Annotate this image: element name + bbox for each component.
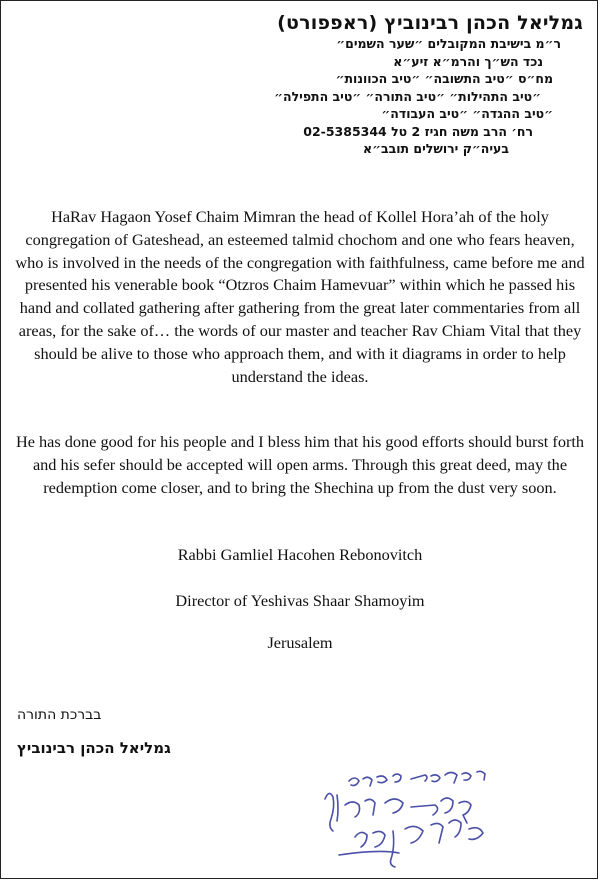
letterhead-title: גמליאל הכהן רבינוביץ (ראפפורט) — [277, 12, 583, 34]
signatory-title: Director of Yeshivas Shaar Shamoyim — [175, 591, 425, 610]
closing-blessing: בברכת התורה — [17, 707, 102, 723]
letterhead-line: ״טיב ההגדה״ ״טיב העבודה״ — [381, 106, 553, 121]
closing-name: גמליאל הכהן רבינוביץ — [17, 739, 171, 757]
letterhead-line: ר״מ בישיבת המקובלים ״שער השמים״ — [336, 36, 561, 51]
letterhead-line: רח׳ הרב משה חגיז 2 טל 02-5385344 — [303, 123, 533, 139]
signatory-city: Jerusalem — [267, 633, 333, 652]
signatory-name: Rabbi Gamliel Hacohen Rebonovitch — [177, 545, 423, 564]
letterhead — [231, 11, 583, 158]
letterhead-line: מח״ס ״טיב התשובה״ ״טיב הכוונות״ — [335, 71, 553, 86]
handwritten-signature — [319, 767, 581, 873]
letterhead-line: נכד הש״ך והרמ״א זיע״א — [393, 53, 543, 69]
letter-paragraph-2: He has done good for his people and I bless him that his good efforts should burst forth and his sefer should be accepted will open arms. Through this great deed, may the redemption come closer, and to bring the Shechina up from the dust very soon. — [15, 432, 585, 497]
letterhead-line: ״טיב התהילות״ ״טיב התורה״ ״טיב התפילה״ — [274, 88, 541, 104]
letter-paragraph-1: HaRav Hagaon Yosef Chaim Mimran the head of Kollel Hora’ah of the holy congregation of Gateshead, an esteemed talmid chochom and one who fears heaven, who is involved in the needs of the congregation with faithfulness, came before me and presented his venerable book “Otzros Chaim Hamevuar” within which he passed his hand and collated gathering after gathering from the great later commentaries from all areas, for the sake of… the words of our master and teacher Rav Chiam Vital that they should be alive to those who approach them, and with it diagrams in order to help understand the ideas. — [15, 207, 585, 386]
letterhead-line: בעיה״ק ירושלים תובב״א — [363, 141, 509, 156]
